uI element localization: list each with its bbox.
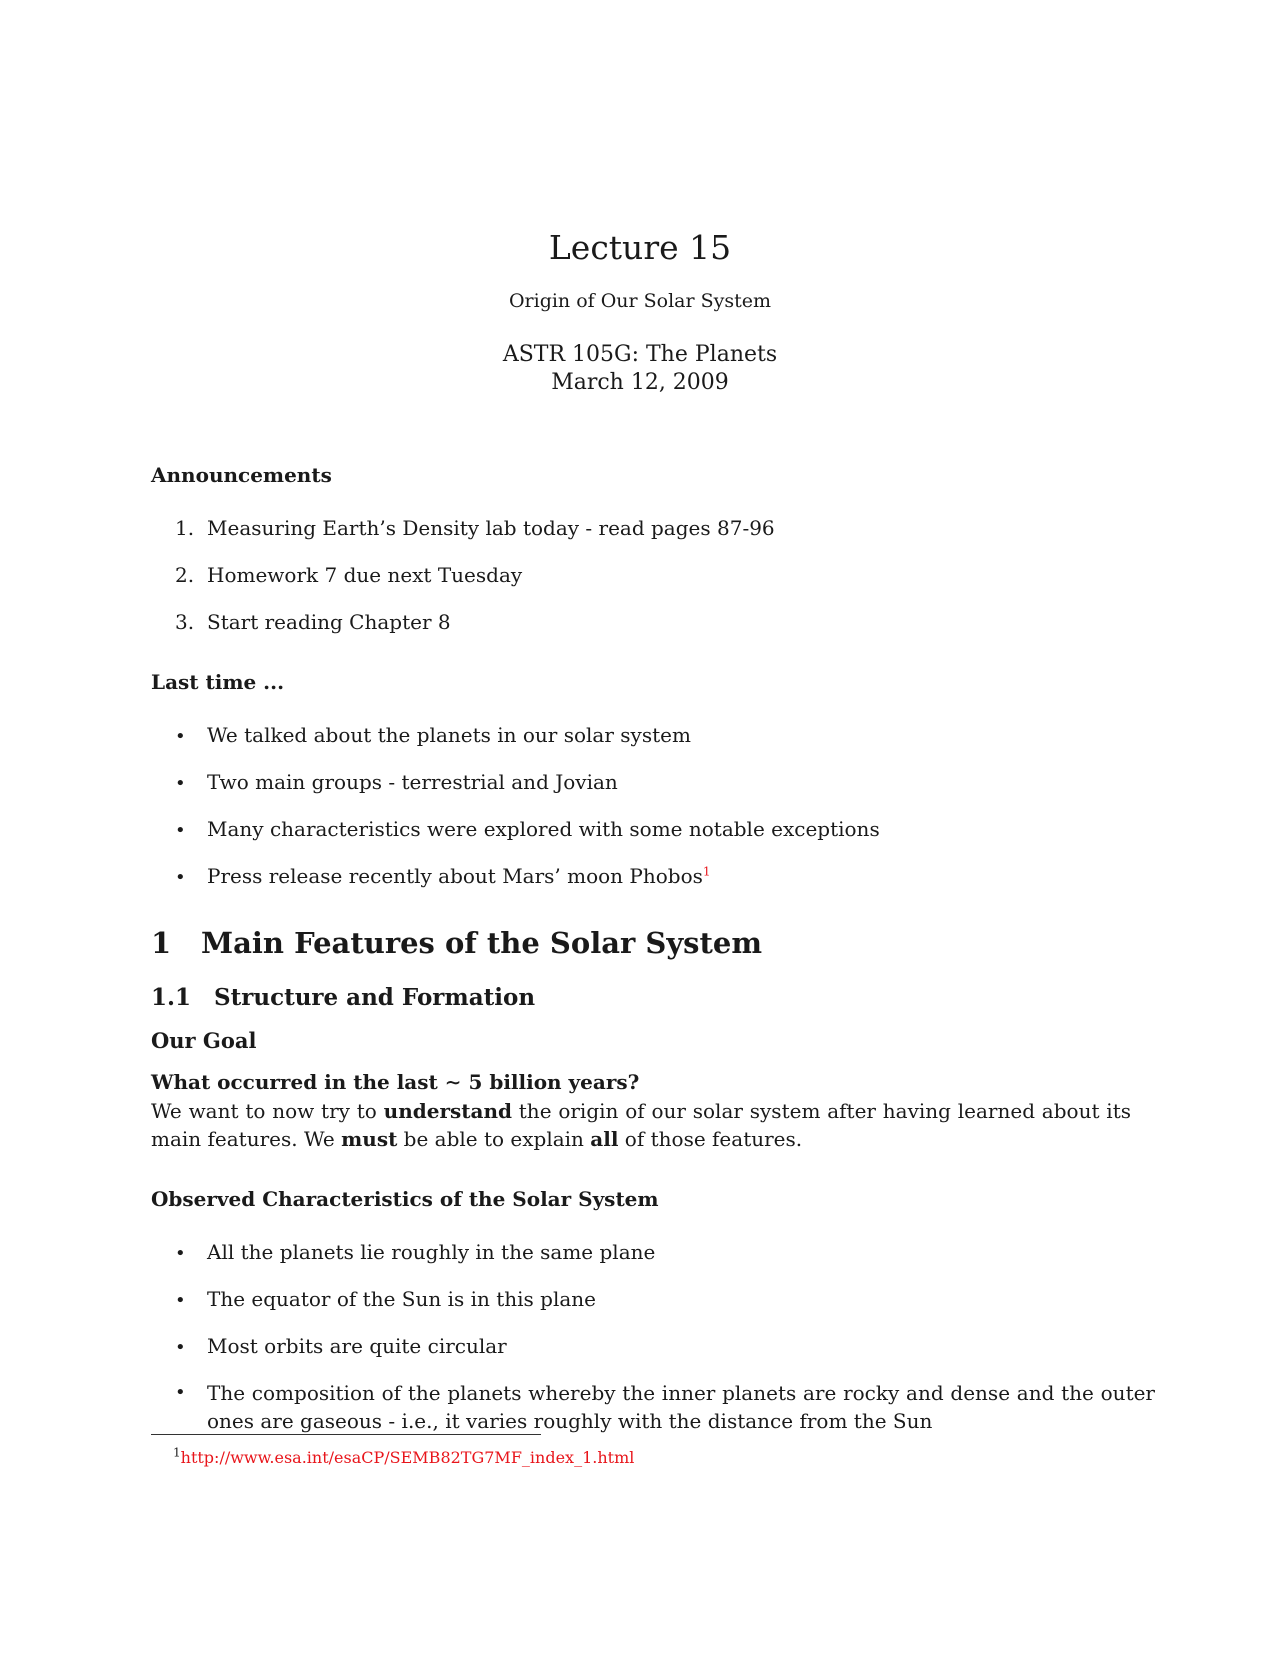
bullet-icon: •: [175, 867, 186, 888]
list-item-text: Measuring Earth’s Density lab today - read pages 87-96: [207, 516, 775, 540]
observed-heading: Observed Characteristics of the Solar System: [151, 1187, 659, 1211]
bullet-icon: •: [175, 1337, 186, 1358]
list-item: [175, 815, 1155, 845]
subsection-heading: [151, 983, 535, 1013]
list-item: [175, 862, 1155, 892]
question-heading: What occurred in the last ∼ 5 billion years?: [151, 1070, 640, 1094]
bullet-icon: •: [175, 1243, 186, 1264]
list-item: [175, 1238, 1155, 1268]
page-subtitle: Origin of Our Solar System: [508, 290, 772, 312]
para-emphasis: understand: [383, 1099, 512, 1123]
list-item-text: Homework 7 due next Tuesday: [207, 563, 523, 587]
list-item: [175, 1379, 1155, 1435]
list-item-text: All the planets lie roughly in the same plane: [207, 1240, 656, 1264]
bullet-icon: •: [175, 726, 186, 747]
footnote: [173, 1447, 634, 1469]
list-number: 3.: [175, 610, 195, 634]
lecture-date: March 12, 2009: [551, 370, 729, 395]
course-name: ASTR 105G: The Planets: [502, 342, 778, 367]
para-text: the origin of our solar system after having learned about its main features. We: [151, 1099, 1131, 1151]
goal-heading: Our Goal: [151, 1028, 257, 1053]
list-item: [175, 514, 1155, 542]
footnote-divider: [151, 1434, 541, 1435]
footnote-ref-link[interactable]: 1: [702, 864, 711, 879]
bullet-icon: •: [175, 820, 186, 841]
list-item-text: Start reading Chapter 8: [207, 610, 451, 634]
list-number: 2.: [175, 563, 195, 587]
para-emphasis: all: [590, 1127, 619, 1151]
bullet-icon: •: [175, 773, 186, 794]
list-item: [175, 768, 1155, 798]
list-item-text: Many characteristics were explored with some notable exceptions: [207, 817, 880, 841]
list-item: [175, 608, 1155, 636]
subsection-title: Structure and Formation: [214, 984, 536, 1011]
list-item-text: The equator of the Sun is in this plane: [207, 1287, 597, 1311]
list-number: 1.: [175, 516, 195, 540]
goal-paragraph: [151, 1097, 1131, 1153]
list-item: [175, 1332, 1155, 1362]
page-title: Lecture 15: [548, 228, 732, 267]
announcements-heading: Announcements: [151, 463, 332, 487]
bullet-icon: •: [175, 1290, 186, 1311]
para-text: of those features.: [618, 1127, 803, 1151]
footnote-link[interactable]: http://www.esa.int/esaCP/SEMB82TG7MF_index_1.html: [180, 1448, 635, 1467]
list-item-text: The composition of the planets whereby the inner planets are rocky and dense and the outer ones are gaseous - i.e., it varies roughly with the distance from the Sun: [207, 1381, 1155, 1433]
para-text: We want to now try to: [151, 1099, 384, 1123]
section-title: Main Features of the Solar System: [201, 926, 763, 960]
list-item: [175, 1285, 1155, 1315]
list-item-text: Two main groups - terrestrial and Jovian: [207, 770, 618, 794]
last-time-heading: Last time ...: [151, 670, 285, 694]
list-item-text: We talked about the planets in our solar system: [207, 723, 691, 747]
para-text: be able to explain: [397, 1127, 591, 1151]
list-item-text: Most orbits are quite circular: [207, 1334, 507, 1358]
list-item: [175, 721, 1155, 751]
list-item-text: Press release recently about Mars’ moon Phobos: [207, 864, 703, 888]
footnote-mark: 1: [173, 1445, 181, 1460]
para-emphasis: must: [341, 1127, 398, 1151]
section-number: 1: [151, 926, 172, 960]
bullet-icon: •: [175, 1382, 186, 1403]
section-heading: [151, 925, 762, 961]
subsection-number: 1.1: [151, 984, 192, 1011]
list-item: [175, 561, 1155, 589]
